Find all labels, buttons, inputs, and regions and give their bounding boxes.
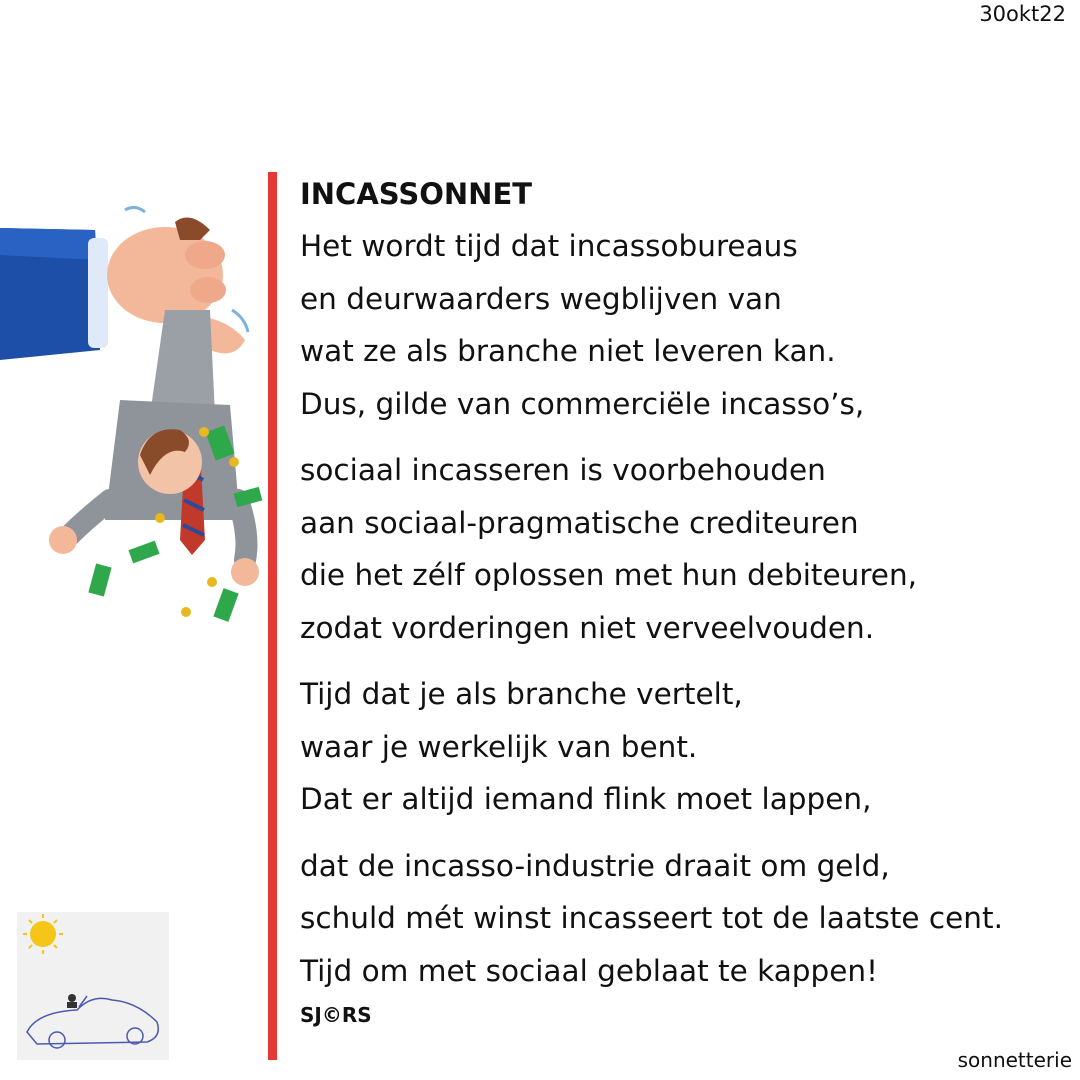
poem [300,172,1070,1027]
poem-line: Dat er altijd iemand flink moet lappen, [300,782,872,816]
poem-line: zodat vorderingen niet verveelvouden. [300,610,875,645]
stanza-2 [300,444,1070,654]
debt-collector-illustration [0,200,265,630]
stanza-1 [300,220,1070,430]
poem-line: waar je werkelijk van bent. [300,729,698,764]
poem-line: en deurwaarders wegblijven van [300,281,782,316]
poem-title: INCASSONNET [300,177,533,211]
date-label: 30okt22 [979,2,1066,26]
poem-line: Het wordt tijd dat incassobureaus [300,229,798,263]
poem-line: aan sociaal-pragmatische crediteuren [300,505,859,540]
accent-bar [268,172,277,1060]
sonnetterie-logo [17,912,169,1060]
poem-line: schuld mét winst incasseert tot de laatste cent. [300,901,1003,935]
poem-line: dat de incasso-industrie draait om geld, [300,848,890,883]
poem-line: wat ze als branche niet leveren kan. [300,334,836,368]
legs [150,310,215,415]
footer-brand: sonnetterie [957,1048,1072,1072]
poem-line: sociaal incasseren is voorbehouden [300,453,826,487]
shirt-cuff [88,238,108,348]
poem-line: die het zélf oplossen met hun debiteuren, [300,558,918,592]
poem-line: Tijd dat je als branche vertelt, [300,677,743,711]
poem-line: Tijd om met sociaal geblaat te kappen! [300,953,878,988]
stanza-3 [300,668,1070,826]
stanza-4 [300,840,1070,998]
poem-line: Dus, gilde van commerciële incasso’s, [300,386,865,421]
signature: SJ©RS [300,1003,372,1027]
